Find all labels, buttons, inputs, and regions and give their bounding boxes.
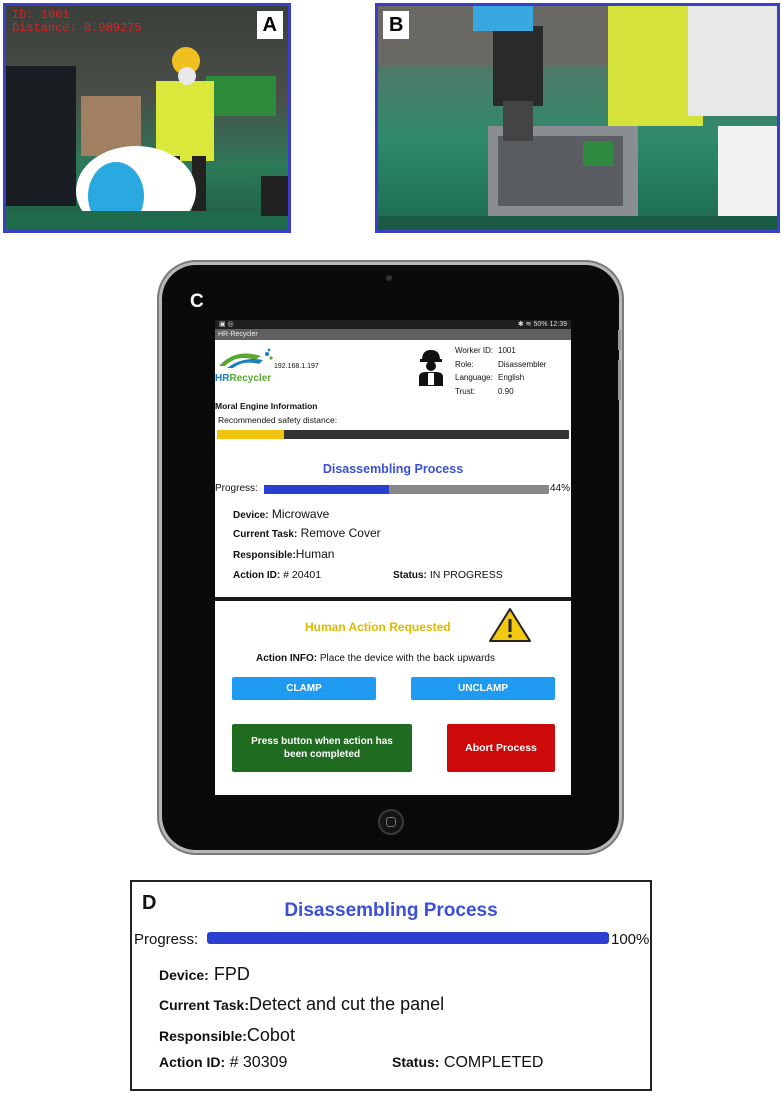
camera-photo-a	[3, 3, 291, 233]
worker-avatar-icon	[417, 348, 445, 386]
device-row	[233, 507, 329, 521]
task-label: Current Task:	[233, 529, 298, 540]
camera-photo-b	[375, 3, 780, 233]
summary-task-label: Current Task:	[159, 997, 249, 1013]
tablet-home-button[interactable]	[378, 809, 404, 835]
responsible-label: Responsible:	[233, 550, 296, 561]
robot-disassembly-illustration	[378, 6, 780, 233]
action-info-value: Place the device with the back upwards	[319, 653, 495, 664]
clamp-button[interactable]: CLAMP	[232, 677, 376, 700]
status-value: IN PROGRESS	[429, 569, 503, 581]
summary-responsible-value: Cobot	[246, 1025, 295, 1045]
responsible-value: Human	[295, 547, 335, 561]
worker-id-value: 1001	[498, 346, 516, 355]
summary-responsible-label: Responsible:	[159, 1028, 247, 1044]
unclamp-button[interactable]: UNCLAMP	[411, 677, 555, 700]
device-value: Microwave	[271, 507, 330, 521]
summary-action-id-row	[159, 1054, 287, 1072]
tracking-distance-readout: Distance: 0.989275	[12, 21, 142, 35]
worker-role-label: Role:	[455, 359, 474, 369]
worker-info	[455, 344, 546, 398]
responsible-row	[233, 547, 334, 561]
summary-progress-percent: 100%	[611, 931, 650, 948]
progress-label: Progress:	[215, 483, 258, 494]
server-ip: 192.168.1.197	[274, 363, 319, 370]
tablet-screen	[215, 320, 571, 795]
section-divider	[215, 597, 571, 601]
tablet-camera-dot	[386, 275, 392, 281]
task-row	[233, 526, 381, 540]
logo-text	[215, 373, 271, 384]
status-row	[393, 569, 503, 581]
summary-device-value: FPD	[213, 964, 250, 984]
action-info-label: Action INFO:	[256, 653, 318, 664]
worker-language-label: Language:	[455, 373, 493, 382]
logo-text-recycler: Recycler	[229, 373, 272, 384]
worker-trust-value: 0.90	[498, 386, 514, 396]
human-action-title: Human Action Requested	[305, 620, 451, 634]
action-id-row	[233, 569, 321, 581]
summary-responsible-row	[159, 1025, 295, 1046]
summary-status-value: COMPLETED	[443, 1054, 544, 1071]
panel-label-b: B	[383, 11, 409, 39]
summary-progress-bar	[207, 932, 609, 944]
summary-progress-fill	[207, 932, 609, 944]
tablet-side-button-2	[618, 360, 621, 400]
tracking-id-readout: ID: 1001	[12, 8, 70, 22]
tablet-side-button	[618, 330, 621, 350]
moral-engine-title: Moral Engine Information	[215, 401, 318, 411]
logo-text-hr: HR	[215, 373, 230, 384]
summary-action-id-value: # 30309	[229, 1054, 288, 1071]
safety-distance-bar	[217, 430, 569, 439]
panel-label-d: D	[142, 892, 157, 914]
task-value: Remove Cover	[300, 526, 381, 540]
summary-task-row	[159, 994, 444, 1015]
summary-process-title: Disassembling Process	[284, 900, 498, 921]
worker-role-value: Disassembler	[498, 359, 547, 369]
process-summary-panel	[130, 880, 652, 1091]
abort-process-button[interactable]: Abort Process	[447, 724, 555, 772]
process-title: Disassembling Process	[322, 462, 464, 476]
battery-level: 50%	[533, 321, 548, 328]
worker-language-value: English	[498, 373, 525, 382]
action-info-row	[256, 653, 495, 664]
summary-task-value: Detect and cut the panel	[248, 994, 445, 1014]
device-status-bar	[215, 320, 571, 329]
app-title-bar: HR-Recycler	[215, 329, 571, 340]
worker-id-label: Worker ID:	[455, 346, 494, 355]
device-label: Device:	[233, 510, 269, 521]
safety-distance-label: Recommended safety distance:	[218, 415, 338, 425]
summary-device-label: Device:	[159, 967, 209, 983]
summary-status-label: Status:	[392, 1054, 440, 1070]
action-completed-button[interactable]: Press button when action has been completed	[232, 724, 412, 772]
status-label: Status:	[393, 570, 427, 581]
summary-device-row	[159, 964, 250, 985]
notification-icons: ▣ ◎	[219, 321, 234, 328]
hr-recycler-logo-icon	[217, 346, 275, 370]
action-id-value: # 20401	[283, 569, 322, 581]
action-id-label: Action ID:	[233, 570, 281, 581]
panel-label-a: A	[257, 11, 283, 39]
panel-label-c: C	[190, 291, 204, 312]
summary-action-id-label: Action ID:	[159, 1054, 226, 1070]
process-progress-bar	[264, 485, 549, 494]
summary-status-row	[392, 1054, 543, 1072]
safety-distance-fill	[217, 430, 284, 439]
workshop-scene-illustration	[6, 6, 291, 233]
summary-progress-label: Progress:	[134, 931, 199, 948]
wifi-icon: ✱ ≋	[517, 321, 534, 328]
process-progress-fill	[264, 485, 389, 494]
worker-trust-label: Trust:	[455, 386, 476, 396]
progress-percent: 44%	[550, 483, 571, 494]
warning-icon	[488, 606, 532, 644]
clock-time: 12:39	[549, 321, 567, 328]
